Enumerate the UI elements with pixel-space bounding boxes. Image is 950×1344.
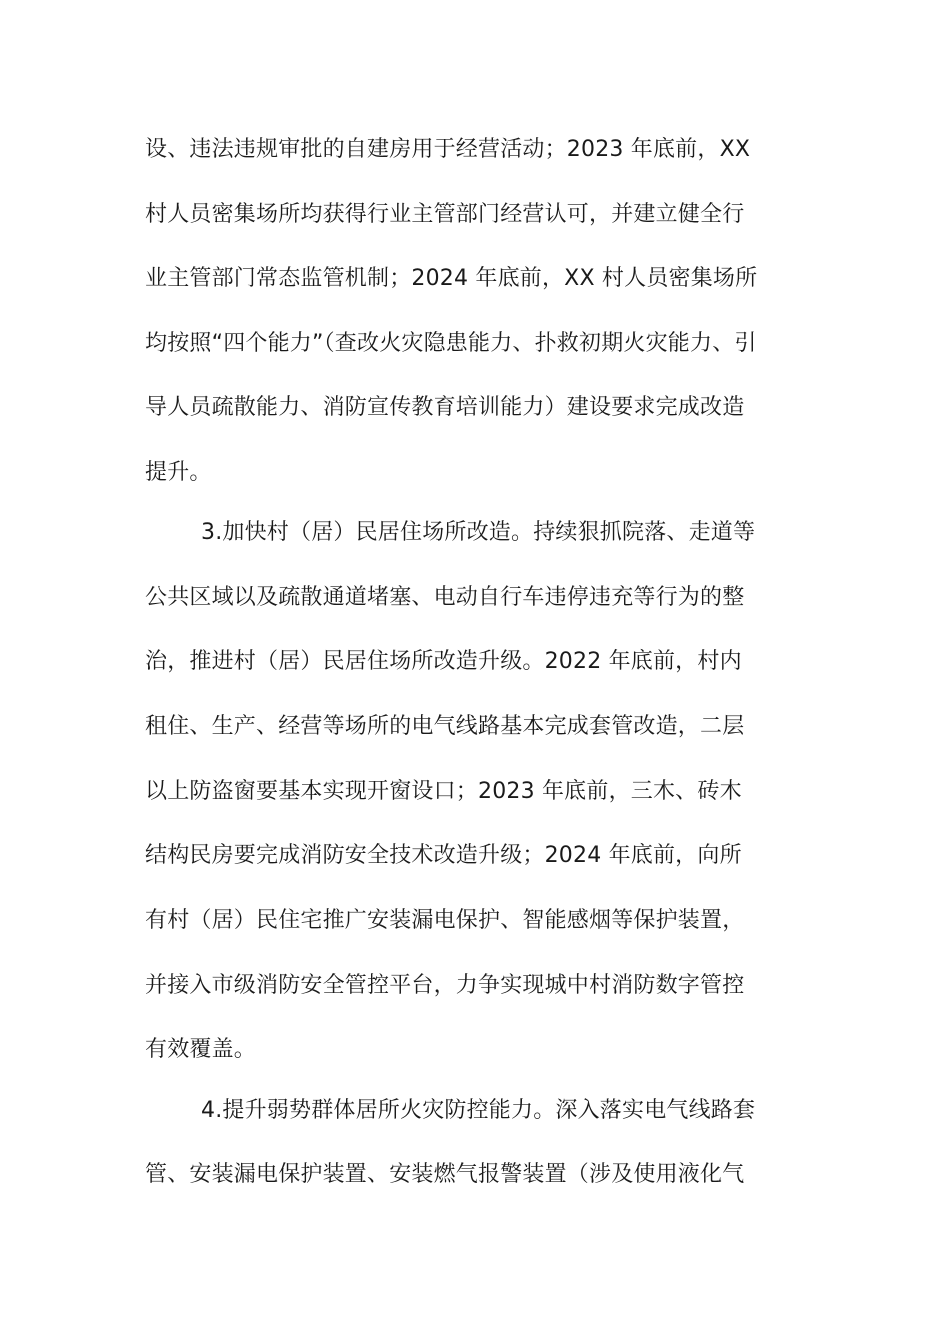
text-line: 导人员疏散能力、消防宣传教育培训能力）建设要求完成改造 (145, 395, 745, 420)
text-line: 有村（居）民住宅推广安装漏电保护、智能感烟等保护装置， (145, 908, 745, 933)
text-line: 业主管部门常态监管机制；2024 年底前，XX 村人员密集场所 (145, 266, 758, 291)
text-line: 公共区域以及疏散通道堵塞、电动自行车违停违充等行为的整 (145, 585, 745, 610)
text-line: 以上防盗窗要基本实现开窗设口；2023 年底前，三木、砖木 (145, 779, 742, 804)
text-line: 均按照“四个能力”（查改火灾隐患能力、扑救初期火灾能力、引 (145, 331, 757, 356)
text-line: 管、安装漏电保护装置、安装燃气报警装置（涉及使用液化气 (145, 1162, 745, 1187)
text-line: 有效覆盖。 (145, 1037, 257, 1062)
text-line: 提升。 (145, 460, 212, 485)
text-line: 设、违法违规审批的自建房用于经营活动；2023 年底前，XX (145, 137, 751, 162)
text-line: 结构民房要完成消防安全技术改造升级；2024 年底前，向所 (145, 843, 742, 868)
text-line: 租住、生产、经营等场所的电气线路基本完成套管改造，二层 (145, 714, 745, 739)
text-line: 并接入市级消防安全管控平台，力争实现城中村消防数字管控 (145, 973, 745, 998)
text-line: 村人员密集场所均获得行业主管部门经营认可，并建立健全行 (145, 202, 745, 227)
text-line: 治，推进村（居）民居住场所改造升级。2022 年底前，村内 (145, 649, 742, 674)
paragraph-heading-3: 3.加快村（居）民居住场所改造。持续狠抓院落、走道等 (201, 520, 756, 545)
paragraph-heading-4: 4.提升弱势群体居所火灾防控能力。深入落实电气线路套 (201, 1098, 756, 1123)
